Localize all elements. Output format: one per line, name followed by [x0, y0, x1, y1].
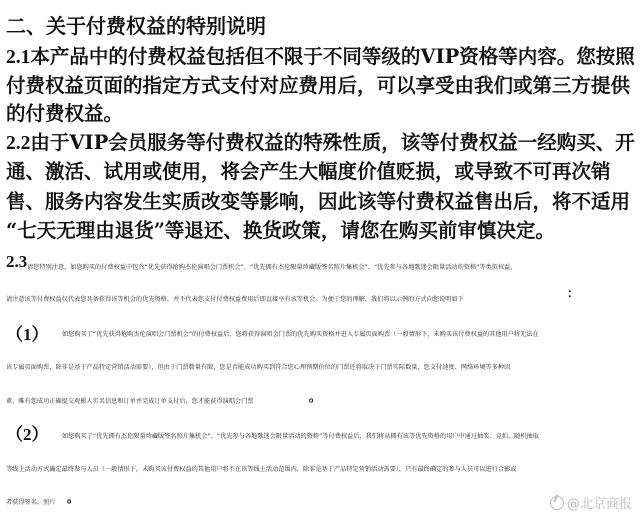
para-2-1-line-2: 付费权益页面的指定方式支付对应费用后，可以享受由我们或第三方提供 [6, 74, 631, 97]
item-2-period: 。 [67, 491, 80, 505]
para-2-2-line-4: “七天无理由退货”等退还、换货政策，请您在购买前审慎决定。 [6, 219, 555, 242]
item-2-line-1: 如您购买了“优先拥有杰伦限量珍藏版签名照片集机会”、“优先参与各地歌迷会限量活动的资格”等付费权益后，我们将从拥有该等优先资格的用户中通过抽奖、竞拍、随机抽取 [62, 433, 539, 440]
para-2-2-line-2: 通、激活、试用或使用，将会产生大幅度价值贬损，或导致不可再次销 [6, 160, 611, 183]
para-2-3-colon: ： [567, 286, 580, 300]
para-2-3-line-1: 请您特别注意，如您购买的付费权益中包含“优先获得抢购杰伦演唱会门票机会”、“优先拥有杰伦限量珍藏版签名照片集机会”、“优先参与各地歌迷会限量活动的资格”等类似权益， [27, 264, 517, 271]
para-2-1-text-1: 本产品中的付费权益包括但不限于不同等级的VIP资格等内容。您按照 [30, 45, 635, 68]
watermark [550, 493, 632, 512]
para-2-3-line-2: 请注意该等付费权益仅代表您具备获得该等机会的优先资格，并不代表您支付付费权益费用后即直接享有该等机会。为便于您的理解，我们将以示例的方式向您说明如下 [6, 296, 464, 303]
item-2-line-3: 者获得签名、照片 [6, 499, 56, 506]
para-2-1-line-3: 的付费权益。 [6, 102, 124, 125]
item-1-line-2: 该专属页面购票，除非是基于产品特定营销活动需要），但由于门票数量有限，您是否能成功购买到符合您心理预期价位的门票还将取决于门票实际数量、您支付速度、网络环境等多种因 [6, 364, 511, 371]
item-1-period: 。 [309, 390, 322, 404]
item-1-line-1: 如您购买了“优先获得抢购杰伦演唱会门票机会”的付费权益后，您将获得演唱会门票的优先购买资格并进入专属页面购票（一般情形下，未购买该付费权益的其他用户将无法在 [62, 331, 539, 338]
item-1-line-3: 素，唯有您成功正确提交观影人实名信息和订单并完成订单支付后，您才能获得演唱会门票 [6, 398, 254, 405]
item-2-marker: （2） [6, 425, 49, 444]
watermark-logo-icon [550, 496, 564, 510]
para-2-1-number: 2.1 [6, 47, 31, 68]
para-2-2-line-3: 售、服务内容发生实质改变等影响，因此该等付费权益售出后，将不适用 [6, 190, 631, 213]
para-2-2-line-1 [6, 128, 635, 158]
para-2-2-number: 2.2 [6, 133, 31, 154]
section-heading: 二、关于付费权益的特别说明 [6, 14, 266, 38]
para-2-3-number: 2.3 [6, 252, 28, 271]
para-2-2-text-1: 由于VIP会员服务等付费权益的特殊性质，该等付费权益一经购买、开 [30, 131, 635, 154]
para-2-1-line-1 [6, 42, 635, 72]
item-1-marker: （1） [6, 325, 49, 344]
watermark-text: @北京商报 [566, 497, 632, 512]
item-2-line-2: 等线上活动方式确定最终参与人员（一般情形下，未购买该付费权益的其他用户将不在该等线上活动范围内，除非是基于产品特定营销活动需要），只有最终确定的参与人员可以进行合影或 [6, 466, 517, 473]
